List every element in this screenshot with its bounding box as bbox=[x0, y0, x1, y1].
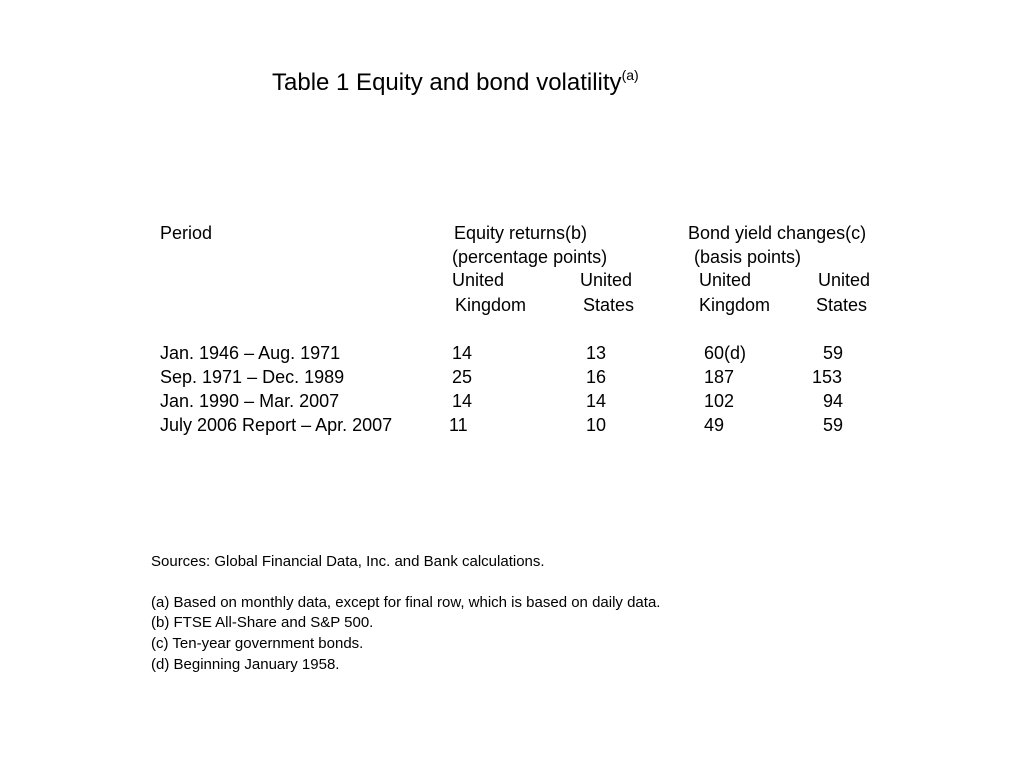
row-bond-uk: 102 bbox=[704, 391, 735, 411]
row-bond-us: 59 bbox=[823, 415, 844, 435]
header-equity-returns: Equity returns(b) bbox=[454, 223, 588, 243]
header-bond-us-line2: States bbox=[816, 295, 868, 315]
header-equity-us-line2: States bbox=[583, 295, 635, 315]
header-equity-us-line1: United bbox=[580, 270, 633, 290]
sources-note: Sources: Global Financial Data, Inc. and Bank calculations. bbox=[151, 553, 545, 570]
header-bond-uk-line2: Kingdom bbox=[699, 295, 771, 315]
row-bond-uk: 49 bbox=[704, 415, 725, 435]
footnote-c: (c) Ten-year government bonds. bbox=[151, 635, 364, 652]
row-equity-us: 10 bbox=[586, 415, 607, 435]
table-title-text: Table 1 Equity and bond volatility bbox=[272, 69, 622, 96]
header-equity-uk-line2: Kingdom bbox=[455, 295, 527, 315]
row-bond-us: 94 bbox=[823, 391, 844, 411]
row-bond-us: 153 bbox=[812, 367, 843, 387]
row-bond-uk: 60(d) bbox=[704, 343, 747, 363]
header-bond-us-line1: United bbox=[818, 270, 871, 290]
row-equity-uk: 11 bbox=[449, 415, 468, 435]
table-title-footnote-mark: (a) bbox=[621, 67, 639, 83]
footnote-a: (a) Based on monthly data, except for final row, which is based on daily data. bbox=[151, 594, 661, 611]
footnote-d: (d) Beginning January 1958. bbox=[151, 656, 340, 673]
row-equity-us: 13 bbox=[586, 343, 607, 363]
row-period: Sep. 1971 – Dec. 1989 bbox=[160, 367, 345, 387]
row-period: July 2006 Report – Apr. 2007 bbox=[160, 415, 393, 435]
header-bond-yield-changes: Bond yield changes(c) bbox=[688, 223, 867, 243]
row-equity-uk: 14 bbox=[452, 391, 473, 411]
table-title bbox=[272, 68, 639, 98]
row-bond-us: 59 bbox=[823, 343, 844, 363]
row-period: Jan. 1990 – Mar. 2007 bbox=[160, 391, 340, 411]
row-bond-uk: 187 bbox=[704, 367, 735, 387]
header-equity-units: (percentage points) bbox=[452, 247, 608, 267]
header-bond-uk-line1: United bbox=[699, 270, 752, 290]
row-period: Jan. 1946 – Aug. 1971 bbox=[160, 343, 341, 363]
header-equity-uk-line1: United bbox=[452, 270, 505, 290]
row-equity-uk: 14 bbox=[452, 343, 473, 363]
header-period: Period bbox=[160, 223, 213, 243]
header-bond-units: (basis points) bbox=[694, 247, 802, 267]
row-equity-us: 14 bbox=[586, 391, 607, 411]
footnote-b: (b) FTSE All-Share and S&P 500. bbox=[151, 614, 374, 631]
row-equity-us: 16 bbox=[586, 367, 607, 387]
row-equity-uk: 25 bbox=[452, 367, 473, 387]
